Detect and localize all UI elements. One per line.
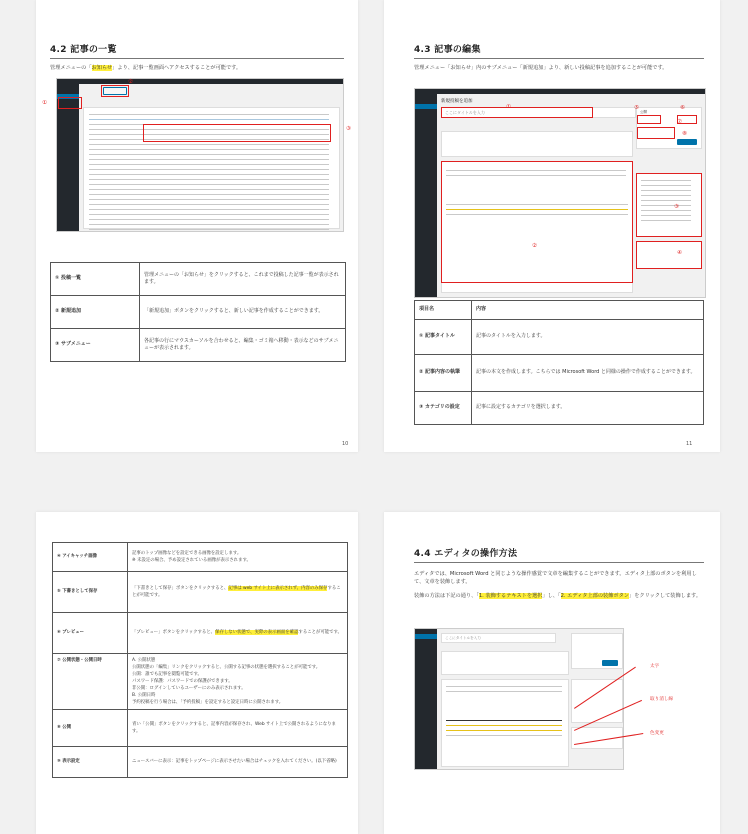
intro-paragraph: 管理メニュー「お知らせ」内のサブメニュー「新規追加」より、新しい投稿記事を追加することが可能です。 [414, 65, 668, 71]
intro-paragraph [50, 64, 344, 72]
page-number: 11 [686, 441, 693, 447]
table-row: ⑦ 公開状態・公開日時 A. 公開状態 公開状態の「編集」リンクをクリックすると、公開する記事の状態を選択することが可能です。 公開：誰でも記事を閲覧可能です。 パスワード保護：パスワードでの保護ができます。 非公開：ログインしているユーザーにのみ表示されます。 B. 公開日時 予約投稿を行う場合は、「予約投稿」を設定すると設定日時に公開されます。 [53, 654, 348, 710]
callout-box-2 [101, 85, 129, 97]
title-field-mock: ここにタイトルを入力 [441, 107, 636, 118]
table-row: ② 記事内容の執筆 記事の本文を作成します。こちらでは Microsoft Word と同様の操作で作成することができます。 [415, 355, 704, 392]
table-row: ⑥ プレビュー 「プレビュー」ボタンをクリックすると、保存しない状態で、実際の表示画面を確認することが可能です。 [53, 613, 348, 654]
callout-number-7: ⑦ [677, 119, 682, 125]
post-list-screenshot [56, 78, 344, 232]
heading-rule [50, 58, 344, 59]
legend-bold: 太字 [650, 664, 660, 669]
table-row: ④ アイキャッチ画像 記事のトップ画像などを設定できる画像を設定します。 ※ 未設定の場合、予め設定されている画像が表示されます。 [53, 543, 348, 572]
highlight-text: お知らせ [91, 65, 113, 71]
admin-bar [57, 79, 343, 84]
table-row: ③ カテゴリの設定 記事に設定するカテゴリを選択します。 [415, 392, 704, 425]
editor-screenshot [414, 88, 706, 298]
legend-strikethrough: 取り消し線 [650, 697, 673, 702]
intro-text: 管理メニューの「 [50, 65, 92, 71]
legend-color: 色変更 [650, 731, 664, 736]
heading-rule [414, 58, 704, 59]
table-row: ② 新規追加 「新規追加」ボタンをクリックすると、新しい記事を作成することができます。 [51, 296, 346, 329]
editor-toolbar-screenshot [414, 628, 624, 770]
callout-number-3: ③ [674, 204, 679, 210]
heading-rule [414, 562, 704, 563]
page-number: 10 [342, 441, 349, 447]
callout-number-1: ① [506, 104, 511, 110]
section-heading: 4.2 記事の一覧 [50, 45, 117, 55]
table-row: ⑧ 公開 青い「公開」ボタンをクリックすると、記事内容が保存され、Web サイト上で公開されるようになります。 [53, 710, 348, 747]
callout-number-3: ③ [346, 126, 351, 132]
callout-number-2: ② [128, 79, 133, 85]
callout-number-5: ⑤ [634, 105, 639, 111]
table-row: ① 記事タイトル 記事のタイトルを入力します。 [415, 320, 704, 355]
callout-number-8: ⑧ [682, 131, 687, 137]
section-heading: 4.4 エディタの操作方法 [414, 549, 518, 559]
document-page-12 [36, 512, 358, 834]
screen-title: 新規投稿を追加 [441, 99, 473, 104]
steps-paragraph: 装飾の方法は下記の通り、「1. 装飾するテキストを選択」し、「2. エディタ上部の装飾ボタン」をクリックして装飾します。 [414, 593, 702, 599]
table-row: ⑤ 下書きとして保存 「下書きとして保存」ボタンをクリックすると、記事は web サイト上に表示されず、内容のみ保存することが可能です。 [53, 572, 348, 613]
section-heading: 4.3 記事の編集 [414, 45, 481, 55]
intro-paragraph: エディタでは、Microsoft Word と同じような操作感覚で文章を編集することができます。エディタ上部のボタンを利用して、文章を装飾します。 [414, 571, 697, 585]
callout-box-1 [58, 97, 82, 109]
description-table [414, 300, 704, 425]
document-page-13 [384, 512, 720, 834]
table-header-row: 項目名 内容 [415, 301, 704, 320]
title-field-mock: ここにタイトルを入力 [441, 633, 556, 643]
content-editor-mock [441, 679, 569, 767]
description-table-continued [52, 542, 348, 778]
callout-number-6: ⑥ [680, 105, 685, 111]
description-table [50, 262, 346, 362]
intro-text: 」より、記事一覧画面へアクセスすることが可能です。 [112, 65, 242, 71]
callout-number-4: ④ [677, 250, 682, 256]
callout-number-1: ① [42, 100, 47, 106]
table-row: ① 投稿一覧 管理メニューの「お知らせ」をクリックすると、これまで投稿した記事一覧が表示されます。 [51, 263, 346, 296]
callout-box-3 [143, 124, 331, 142]
document-page-10 [36, 0, 358, 452]
callout-number-2: ② [532, 243, 537, 249]
table-row: ⑨ 表示設定 ニュースバーに表示：記事をトップページに表示させたい場合はチェックを入れてください。(以下省略) [53, 747, 348, 778]
table-row: ③ サブメニュー 各記事の行にマウスカーソルを合わせると、編集・ゴミ箱へ移動・表示などのサブメニューが表示されます。 [51, 329, 346, 362]
publish-box-mock: 公開 [636, 107, 702, 149]
document-page-11 [384, 0, 720, 452]
